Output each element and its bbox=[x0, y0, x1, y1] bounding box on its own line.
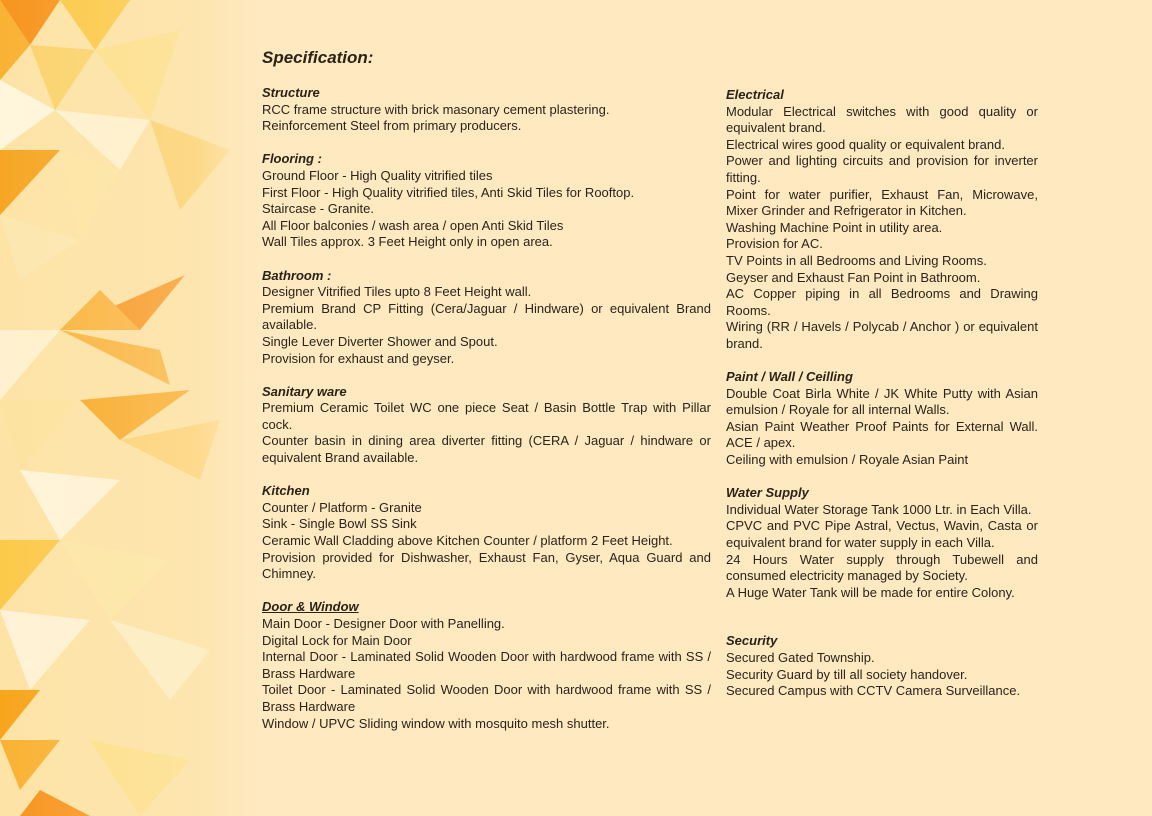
spec-line: Power and lighting circuits and provision for inverter fitting. bbox=[726, 153, 1038, 185]
spec-line: Ceramic Wall Cladding above Kitchen Counter / platform 2 Feet Height. bbox=[262, 533, 673, 549]
spec-line: Point for water purifier, Exhaust Fan, Microwave, Mixer Grinder and Refrigerator in Kitchen. bbox=[726, 186, 1038, 219]
spec-line: Window / UPVC Sliding window with mosquito mesh shutter. bbox=[262, 715, 610, 731]
spec-line: Toilet Door - Laminated Solid Wooden Door with hardwood frame with SS / Brass Hardware bbox=[262, 682, 711, 714]
sanitary-ware-section bbox=[262, 384, 711, 467]
spec-line: Premium Brand CP Fitting (Cera/Jaguar / Hindware) or equivalent Brand available. bbox=[262, 300, 711, 333]
spec-line: Washing Machine Point in utility area. bbox=[726, 219, 943, 235]
spec-line: AC Copper piping in all Bedrooms and Drawing Rooms. bbox=[726, 286, 1038, 318]
spec-line: Electrical wires good quality or equivalent brand. bbox=[726, 136, 1005, 152]
right-spec-column bbox=[726, 85, 1038, 716]
spec-line: Staircase - Granite. bbox=[262, 201, 374, 217]
spec-line: Secured Campus with CCTV Camera Surveillance. bbox=[726, 683, 1021, 699]
bathroom-section bbox=[262, 268, 711, 368]
spec-line: RCC frame structure with brick masonary cement plastering. bbox=[262, 101, 610, 117]
spec-line: Wiring (RR / Havels / Polycab / Anchor ) or equivalent brand. bbox=[726, 319, 1038, 351]
spec-line: TV Points in all Bedrooms and Living Rooms. bbox=[726, 252, 987, 268]
section-heading: Water Supply bbox=[726, 485, 809, 501]
flooring-section bbox=[262, 151, 711, 251]
page-title: Specification: bbox=[262, 48, 374, 67]
spec-line: A Huge Water Tank will be made for entire Colony. bbox=[726, 584, 1015, 600]
section-heading: Bathroom : bbox=[262, 267, 332, 283]
spec-line: Ground Floor - High Quality vitrified tiles bbox=[262, 167, 493, 183]
spec-line: Reinforcement Steel from primary producers. bbox=[262, 118, 522, 134]
spec-line: Sink - Single Bowl SS Sink bbox=[262, 516, 417, 532]
spec-line: Designer Vitrified Tiles upto 8 Feet Height wall. bbox=[262, 284, 532, 300]
kitchen-section bbox=[262, 483, 711, 583]
spec-line: Modular Electrical switches with good quality or equivalent brand. bbox=[726, 103, 1038, 136]
spec-line: Geyser and Exhaust Fan Point in Bathroom. bbox=[726, 269, 981, 285]
section-heading: Flooring : bbox=[262, 151, 322, 167]
spec-line: Premium Ceramic Toilet WC one piece Seat / Basin Bottle Trap with Pillar cock. bbox=[262, 400, 711, 432]
section-heading: Door & Window bbox=[262, 599, 359, 615]
security-section bbox=[726, 633, 1038, 699]
section-heading: Sanitary ware bbox=[262, 383, 347, 399]
spec-line: Secured Gated Township. bbox=[726, 650, 875, 665]
section-heading: Kitchen bbox=[262, 483, 310, 499]
spec-line: Single Lever Diverter Shower and Spout. bbox=[262, 333, 498, 349]
spec-line: Main Door - Designer Door with Panelling. bbox=[262, 616, 505, 631]
section-heading: Security bbox=[726, 633, 778, 649]
spec-line: Provision for exhaust and geyser. bbox=[262, 350, 455, 366]
spec-line: All Floor balconies / wash area / open Anti Skid Tiles bbox=[262, 217, 564, 233]
spec-line: Asian Paint Weather Proof Paints for External Wall. ACE / apex. bbox=[726, 418, 1038, 451]
spec-line: Wall Tiles approx. 3 Feet Height only in open area. bbox=[262, 234, 553, 250]
left-spec-column bbox=[262, 85, 711, 749]
spec-line: Counter basin in dining area diverter fitting (CERA / Jaguar / hindware or equivalent Brand available. bbox=[262, 433, 711, 466]
spec-line: Security Guard by till all society handover. bbox=[726, 666, 968, 682]
spec-line: First Floor - High Quality vitrified tiles, Anti Skid Tiles for Rooftop. bbox=[262, 184, 635, 200]
spec-line: Provision provided for Dishwasher, Exhaust Fan, Gyser, Aqua Guard and Chimney. bbox=[262, 549, 711, 582]
spec-line: Individual Water Storage Tank 1000 Ltr. in Each Villa. bbox=[726, 501, 1032, 517]
section-heading: Paint / Wall / Ceilling bbox=[726, 369, 853, 385]
paint-wall-ceiling-section bbox=[726, 369, 1038, 469]
spec-line: Double Coat Birla White / JK White Putty with Asian emulsion / Royale for all internal Walls. bbox=[726, 385, 1038, 418]
electrical-section bbox=[726, 87, 1038, 353]
spec-line: 24 Hours Water supply through Tubewell and consumed electricity managed by Society. bbox=[726, 551, 1038, 584]
section-heading: Electrical bbox=[726, 87, 784, 102]
structure-section bbox=[262, 85, 711, 135]
door-window-section bbox=[262, 599, 711, 732]
spec-line: Ceiling with emulsion / Royale Asian Paint bbox=[726, 452, 969, 468]
section-heading: Structure bbox=[262, 85, 320, 100]
geometric-triangle-pattern-icon bbox=[0, 0, 260, 816]
spec-line: Counter / Platform - Granite bbox=[262, 499, 422, 515]
spec-line: Internal Door - Laminated Solid Wooden Door with hardwood frame with SS / Brass Hardware bbox=[262, 649, 711, 681]
water-supply-section bbox=[726, 485, 1038, 601]
spec-line: Digital Lock for Main Door bbox=[262, 632, 412, 648]
spec-line: Provision for AC. bbox=[726, 236, 823, 252]
spec-line: CPVC and PVC Pipe Astral, Vectus, Wavin, Casta or equivalent brand for water supply in each Villa. bbox=[726, 518, 1038, 551]
